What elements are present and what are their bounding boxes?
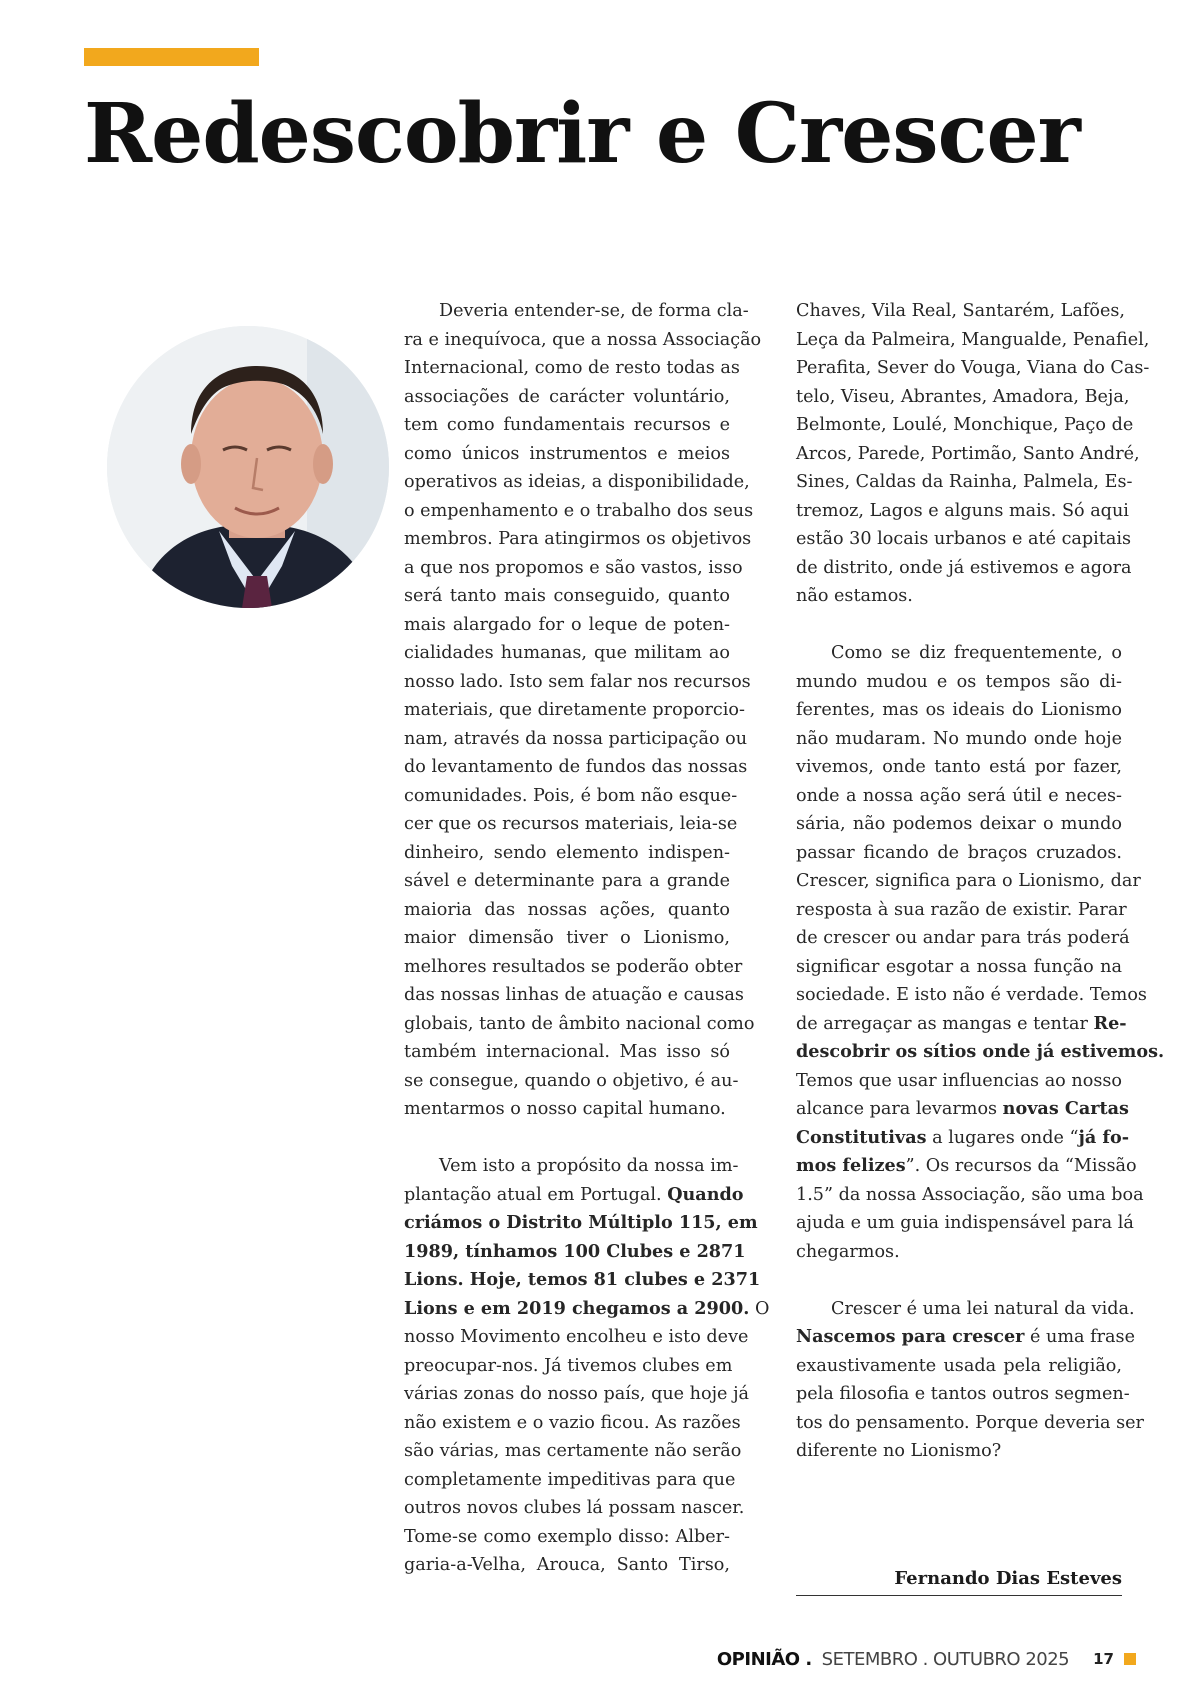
- text-line: de arregaçar as mangas e tentar Re-: [796, 1012, 1127, 1034]
- text-line: diferente no Lionismo?: [796, 1441, 1002, 1461]
- text-line: sociedade. E isto não é verdade. Temos: [796, 985, 1147, 1005]
- text-line: materiais, que diretamente proporcio-: [404, 700, 745, 720]
- text-line: completamente impeditivas para que: [404, 1469, 736, 1490]
- text-line: dinheiro, sendo elemento indispen-: [404, 842, 730, 863]
- text-line: sável e determinante para a grande: [404, 871, 730, 891]
- text-line: cialidades humanas, que militam ao: [404, 643, 730, 663]
- text-line: Arcos, Parede, Portimão, Santo André,: [796, 443, 1140, 464]
- text-line: mos felizes”. Os recursos da “Missão: [796, 1155, 1137, 1176]
- text-line: tos do pensamento. Porque deveria ser: [796, 1412, 1144, 1433]
- text-line: 1.5” da nossa Associação, são uma boa: [796, 1184, 1144, 1205]
- paragraph-break: [796, 611, 1122, 640]
- text-line: Crescer é uma lei natural da vida.: [831, 1298, 1135, 1319]
- text-line: ajuda e um guia indispensável para lá: [796, 1213, 1134, 1233]
- text-line: mundo mudou e os tempos são di-: [796, 671, 1122, 692]
- text-line: Vem isto a propósito da nossa im-: [439, 1156, 739, 1176]
- text-line: Nascemos para crescer é uma frase: [796, 1326, 1135, 1347]
- text-line: associações de carácter voluntário,: [404, 386, 730, 407]
- text-line: ra e inequívoca, que a nossa Associação: [404, 329, 762, 350]
- text-line: a que nos propomos e são vastos, isso: [404, 557, 743, 578]
- text-line: criámos o Distrito Múltiplo 115, em: [404, 1212, 758, 1233]
- accent-bar: [84, 48, 259, 66]
- page-number: 17: [1093, 1650, 1114, 1668]
- text-line: garia-a-Velha, Arouca, Santo Tirso,: [404, 1555, 730, 1575]
- text-line: Temos que usar influencias ao nosso: [796, 1070, 1122, 1091]
- text-line: nosso Movimento encolheu e isto deve: [404, 1327, 749, 1347]
- paragraph-break: [796, 1266, 1122, 1295]
- text-line: Deveria entender-se, de forma cla-: [439, 301, 749, 321]
- text-line: resposta à sua razão de existir. Parar: [796, 899, 1127, 920]
- text-line: Chaves, Vila Real, Santarém, Lafões,: [796, 301, 1125, 321]
- text-line: se consegue, quando o objetivo, é au-: [404, 1070, 739, 1091]
- text-line: tremoz, Lagos e alguns mais. Só aqui: [796, 500, 1129, 521]
- text-line: maior dimensão tiver o Lionismo,: [404, 928, 730, 948]
- text-line: estão 30 locais urbanos e até capitais: [796, 529, 1132, 549]
- article-title: Redescobrir e Crescer: [84, 86, 1080, 182]
- text-line: não mudaram. No mundo onde hoje: [796, 728, 1122, 749]
- text-line: sária, não podemos deixar o mundo: [796, 814, 1122, 834]
- text-line: cer que os recursos materiais, leia-se: [404, 814, 738, 834]
- text-line: significar esgotar a nossa função na: [796, 956, 1122, 977]
- text-line: Crescer, significa para o Lionismo, dar: [796, 871, 1141, 891]
- text-line: será tanto mais conseguido, quanto: [404, 586, 730, 606]
- text-line: operativos as ideias, a disponibilidade,: [404, 472, 750, 492]
- text-line: Tome-se como exemplo disso: Alber-: [404, 1526, 730, 1547]
- article-column-1: [404, 297, 770, 1580]
- text-line: telo, Viseu, Abrantes, Amadora, Beja,: [796, 386, 1130, 407]
- text-line: nosso lado. Isto sem falar nos recursos: [404, 671, 751, 692]
- text-line: não existem e o vazio ficou. As razões: [404, 1412, 741, 1433]
- footer-issue: SETEMBRO . OUTUBRO 2025: [821, 1648, 1070, 1670]
- page-footer: [717, 1645, 1136, 1673]
- text-line: outros novos clubes lá possam nascer.: [404, 1498, 745, 1518]
- text-line: passar ficando de braços cruzados.: [796, 842, 1122, 863]
- text-line: das nossas linhas de atuação e causas: [404, 985, 744, 1005]
- text-line: Sines, Caldas da Rainha, Palmela, Es-: [796, 472, 1133, 492]
- text-line: preocupar-nos. Já tivemos clubes em: [404, 1355, 733, 1376]
- text-line: o empenhamento e o trabalho dos seus: [404, 500, 754, 521]
- text-line: tem como fundamentais recursos e: [404, 415, 730, 435]
- person-portrait-icon: [107, 326, 389, 608]
- text-line: não estamos.: [796, 586, 913, 606]
- text-line: exaustivamente usada pela religião,: [796, 1355, 1122, 1376]
- footer-marker-square: [1124, 1653, 1136, 1665]
- text-line: chegarmos.: [796, 1241, 900, 1262]
- text-line: como únicos instrumentos e meios: [404, 443, 730, 464]
- text-line: mentarmos o nosso capital humano.: [404, 1099, 726, 1119]
- text-line: Internacional, como de resto todas as: [404, 358, 740, 378]
- text-line: 1989, tínhamos 100 Clubes e 2871: [404, 1240, 746, 1262]
- text-line: alcance para levarmos novas Cartas: [796, 1098, 1129, 1119]
- text-line: maioria das nossas ações, quanto: [404, 899, 730, 920]
- text-line: também internacional. Mas isso só: [404, 1042, 730, 1062]
- text-line: do levantamento de fundos das nossas: [404, 757, 748, 777]
- article-column-2: [796, 297, 1165, 1466]
- text-line: Como se diz frequentemente, o: [831, 643, 1122, 663]
- author-signature: Fernando Dias Esteves: [796, 1565, 1122, 1596]
- text-line: mais alargado for o leque de poten-: [404, 614, 730, 635]
- author-portrait: [107, 326, 389, 608]
- text-line: melhores resultados se poderão obter: [404, 956, 743, 977]
- text-line: de crescer ou andar para trás poderá: [796, 928, 1130, 948]
- footer-section: OPINIÃO .: [716, 1648, 812, 1670]
- text-line: são várias, mas certamente não serão: [404, 1441, 742, 1461]
- text-line: plantação atual em Portugal. Quando: [404, 1183, 744, 1205]
- text-line: ferentes, mas os ideais do Lionismo: [796, 700, 1122, 720]
- text-line: Lions. Hoje, temos 81 clubes e 2371: [404, 1269, 761, 1290]
- text-line: onde a nossa ação será útil e neces-: [796, 785, 1122, 806]
- paragraph-break: [404, 1124, 730, 1153]
- text-line: Constitutivas a lugares onde “já fo-: [796, 1126, 1130, 1148]
- text-line: Lions e em 2019 chegamos a 2900. O: [404, 1297, 770, 1319]
- text-line: vivemos, onde tanto está por fazer,: [796, 757, 1122, 777]
- text-line: Perafita, Sever do Vouga, Viana do Cas-: [796, 358, 1150, 378]
- text-line: descobrir os sítios onde já estivemos.: [796, 1041, 1165, 1062]
- text-line: várias zonas do nosso país, que hoje já: [404, 1384, 750, 1404]
- text-line: membros. Para atingirmos os objetivos: [404, 529, 752, 549]
- text-line: Belmonte, Loulé, Monchique, Paço de: [796, 415, 1134, 435]
- text-line: globais, tanto de âmbito nacional como: [404, 1013, 755, 1034]
- text-line: de distrito, onde já estivemos e agora: [796, 557, 1132, 578]
- text-line: comunidades. Pois, é bom não esque-: [404, 785, 738, 806]
- text-line: Leça da Palmeira, Mangualde, Penafiel,: [796, 329, 1150, 350]
- text-line: nam, através da nossa participação ou: [404, 728, 748, 749]
- text-line: pela filosofia e tantos outros segmen-: [796, 1384, 1130, 1404]
